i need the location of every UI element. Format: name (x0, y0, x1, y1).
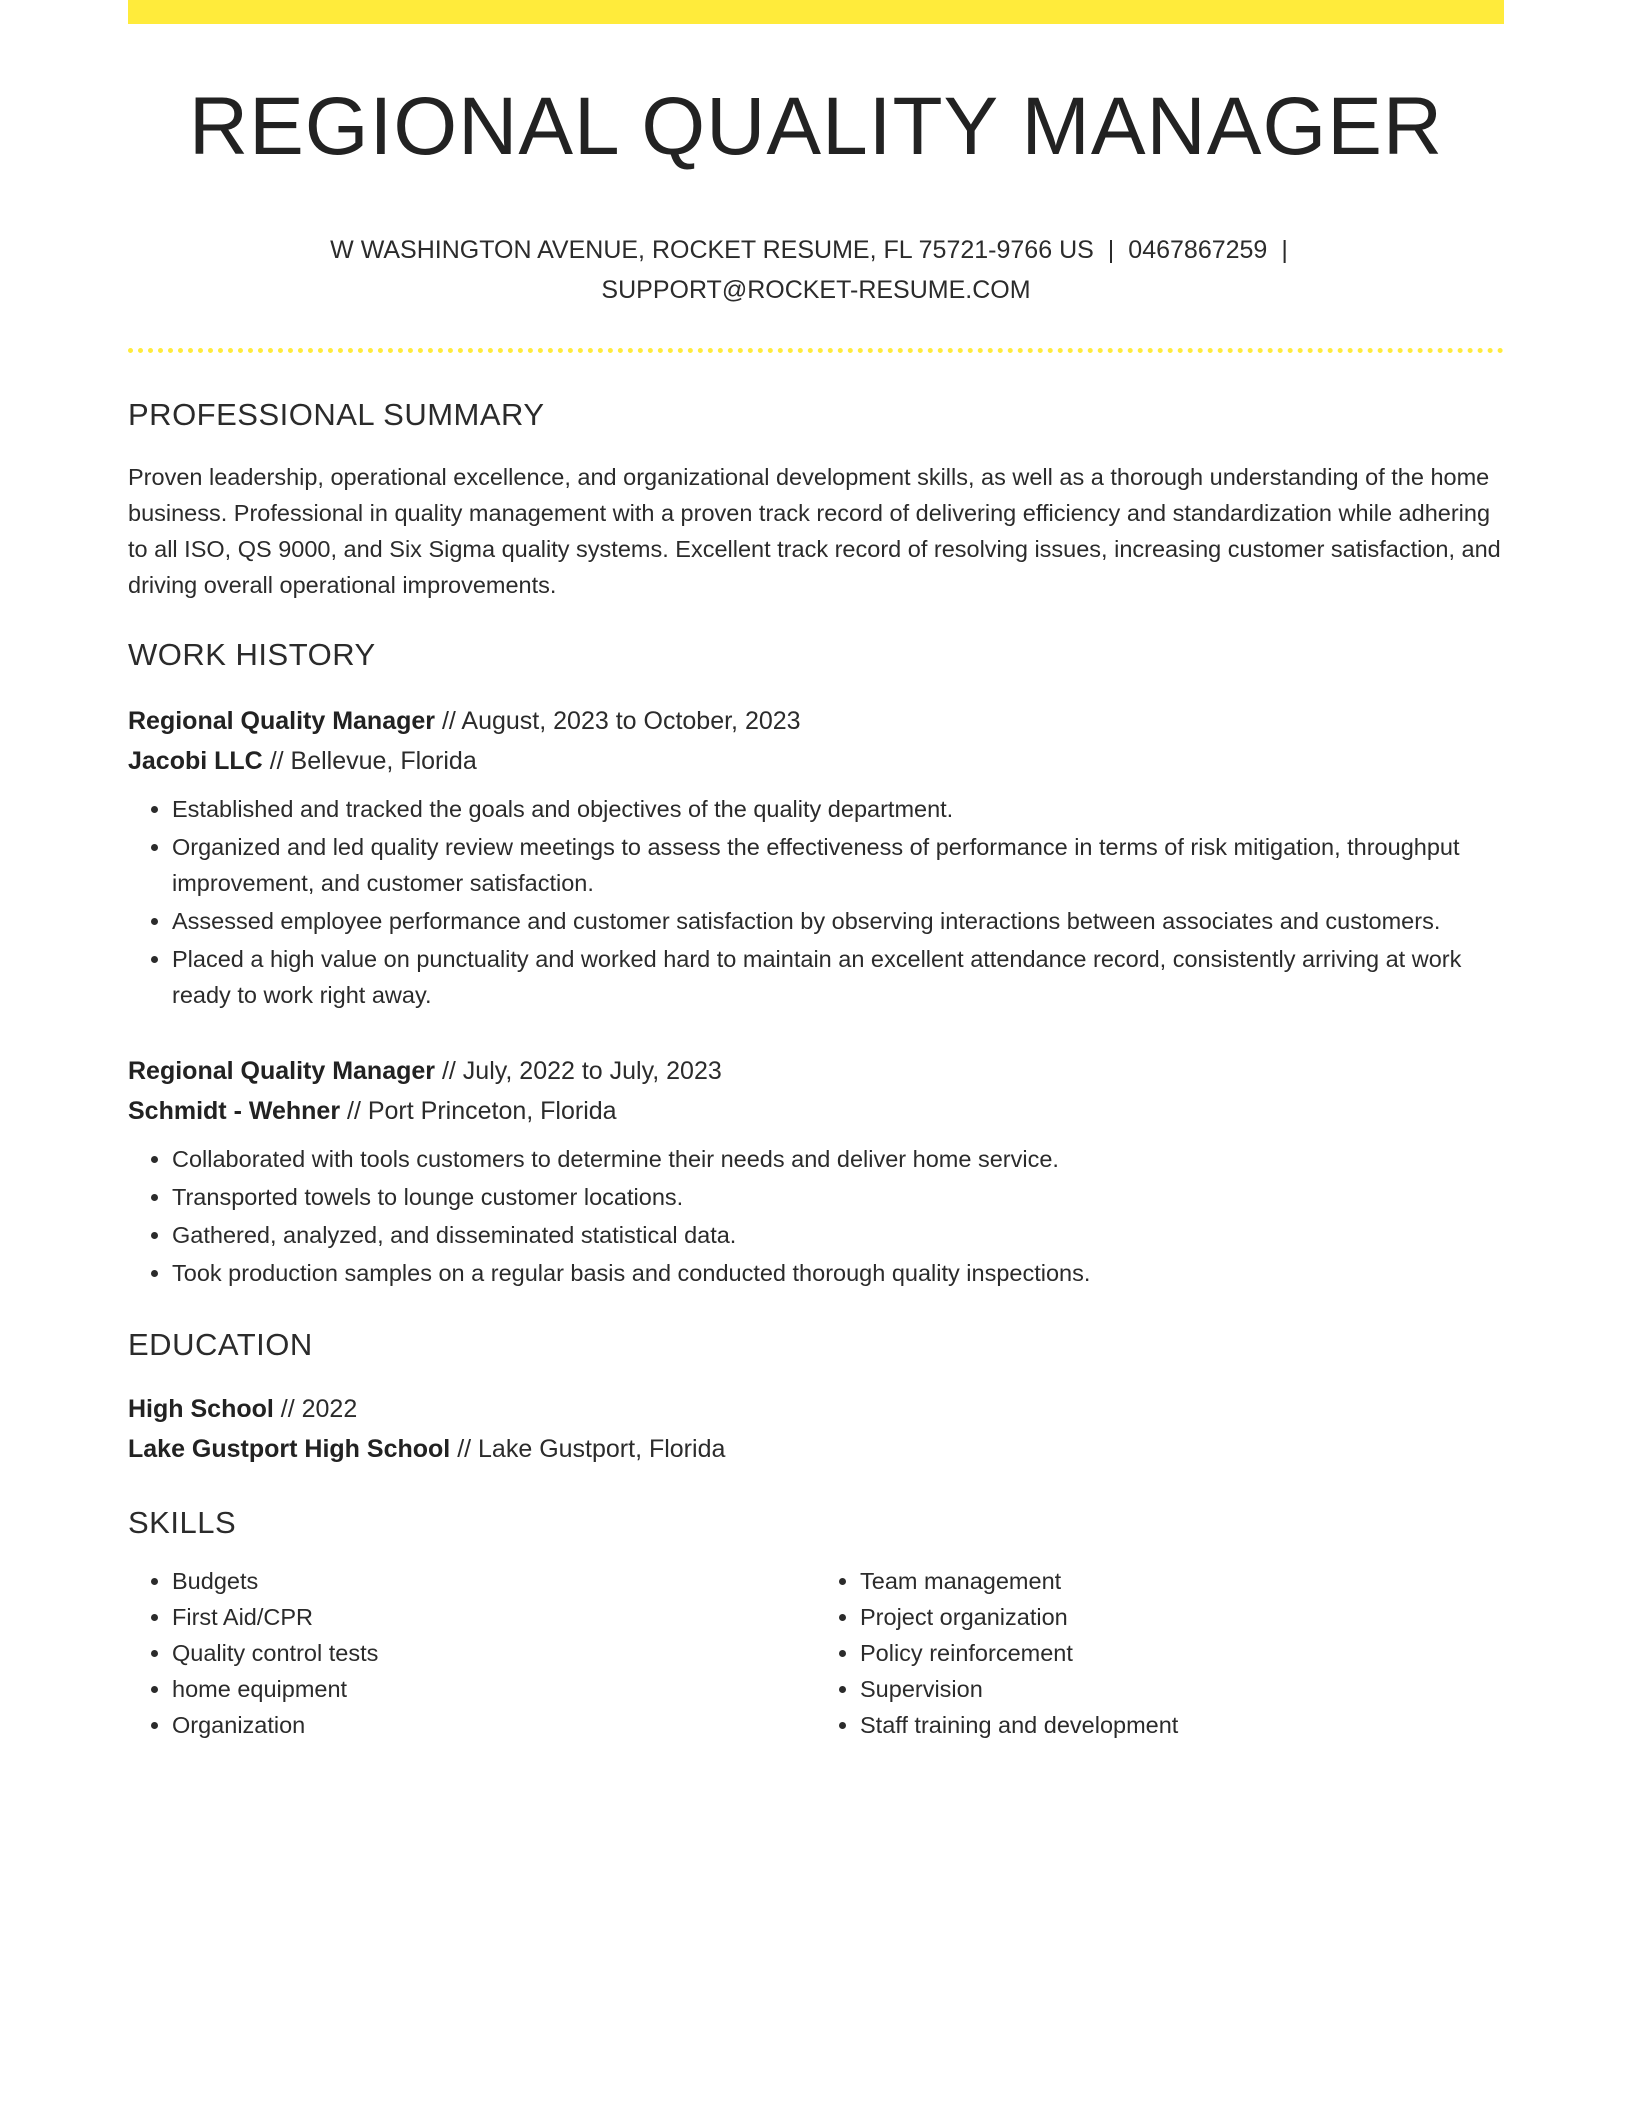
job-company: Jacobi LLC (128, 747, 263, 776)
skill-item: • Quality control tests (172, 1635, 816, 1671)
education-degree-line (128, 1389, 1504, 1429)
job-bullets (128, 1141, 1504, 1291)
job-bullet: • Gathered, analyzed, and disseminated statistical data. (172, 1217, 1504, 1253)
education-school-line (128, 1429, 1504, 1469)
job-bullet: • Placed a high value on punctuality and worked hard to maintain an excellent attendance record, consistently arriving at work ready to work right away. (172, 941, 1504, 1013)
job-role: Regional Quality Manager (128, 707, 436, 736)
job-role: Regional Quality Manager (128, 1057, 436, 1086)
skills-list (128, 1563, 1504, 1743)
job-bullet: • Collaborated with tools customers to determine their needs and deliver home service. (172, 1141, 1504, 1177)
education-location: // Lake Gustport, Florida (450, 1435, 726, 1464)
job-bullet: • Established and tracked the goals and objectives of the quality department. (172, 791, 1504, 827)
skills-column-left (128, 1563, 816, 1743)
skill-item: • Staff training and development (860, 1707, 1504, 1743)
job-bullets (128, 791, 1504, 1013)
skills-column-right (816, 1563, 1504, 1743)
job-bullet: • Organized and led quality review meetings to assess the effectiveness of performance in terms of risk mitigation, throughput improvement, and customer satisfaction. (172, 829, 1504, 901)
job-entry (128, 701, 1504, 1013)
job-company-line (128, 1091, 1504, 1131)
phone: 0467867259 (1128, 236, 1268, 265)
education-school: Lake Gustport High School (128, 1435, 451, 1464)
job-entry (128, 1051, 1504, 1291)
skill-item: • home equipment (172, 1671, 816, 1707)
job-dates: // August, 2023 to October, 2023 (435, 707, 801, 736)
summary-text: Proven leadership, operational excellence, and organizational development skills, as well as a thorough understanding of the home business. Professional in quality management with a proven track record of delivering efficiency and standardization while adhering to all ISO, QS 9000, and Six Sigma quality systems. Excellent track record of resolving issues, increasing customer satisfaction, and driving overall operational improvements. (128, 464, 1501, 599)
work-history-heading: WORK HISTORY (128, 637, 376, 673)
job-title-line (128, 701, 1504, 741)
job-company-line (128, 741, 1504, 781)
skill-item: • Budgets (172, 1563, 816, 1599)
contact-info (128, 230, 1504, 310)
education-entry (128, 1389, 1504, 1469)
summary-heading: PROFESSIONAL SUMMARY (128, 397, 545, 433)
accent-bar (128, 0, 1504, 24)
contact-line-1 (128, 230, 1504, 270)
job-company: Schmidt - Wehner (128, 1097, 341, 1126)
education-degree: High School (128, 1395, 274, 1424)
resume-title: REGIONAL QUALITY MANAGER (188, 81, 1444, 172)
job-title-line (128, 1051, 1504, 1091)
resume-page (128, 0, 1504, 1743)
job-bullet: • Took production samples on a regular basis and conducted thorough quality inspections. (172, 1255, 1504, 1291)
skills-heading: SKILLS (128, 1505, 237, 1541)
contact-separator: | (1107, 236, 1115, 265)
email: SUPPORT@ROCKET-RESUME.COM (601, 276, 1031, 305)
dotted-divider (128, 348, 1504, 353)
contact-line-2 (128, 270, 1504, 310)
skill-item: • Project organization (860, 1599, 1504, 1635)
skill-item: • Team management (860, 1563, 1504, 1599)
address: W WASHINGTON AVENUE, ROCKET RESUME, FL 75721-9766 US (330, 236, 1094, 265)
skill-item: • First Aid/CPR (172, 1599, 816, 1635)
job-location: // Bellevue, Florida (262, 747, 477, 776)
job-bullet: • Transported towels to lounge customer locations. (172, 1179, 1504, 1215)
skill-item: • Organization (172, 1707, 816, 1743)
education-heading: EDUCATION (128, 1327, 313, 1363)
job-bullet: • Assessed employee performance and customer satisfaction by observing interactions between associates and customers. (172, 903, 1504, 939)
job-dates: // July, 2022 to July, 2023 (435, 1057, 722, 1086)
skill-item: • Supervision (860, 1671, 1504, 1707)
skill-item: • Policy reinforcement (860, 1635, 1504, 1671)
contact-separator: | (1281, 236, 1288, 265)
education-year: // 2022 (273, 1395, 358, 1424)
job-location: // Port Princeton, Florida (340, 1097, 617, 1126)
